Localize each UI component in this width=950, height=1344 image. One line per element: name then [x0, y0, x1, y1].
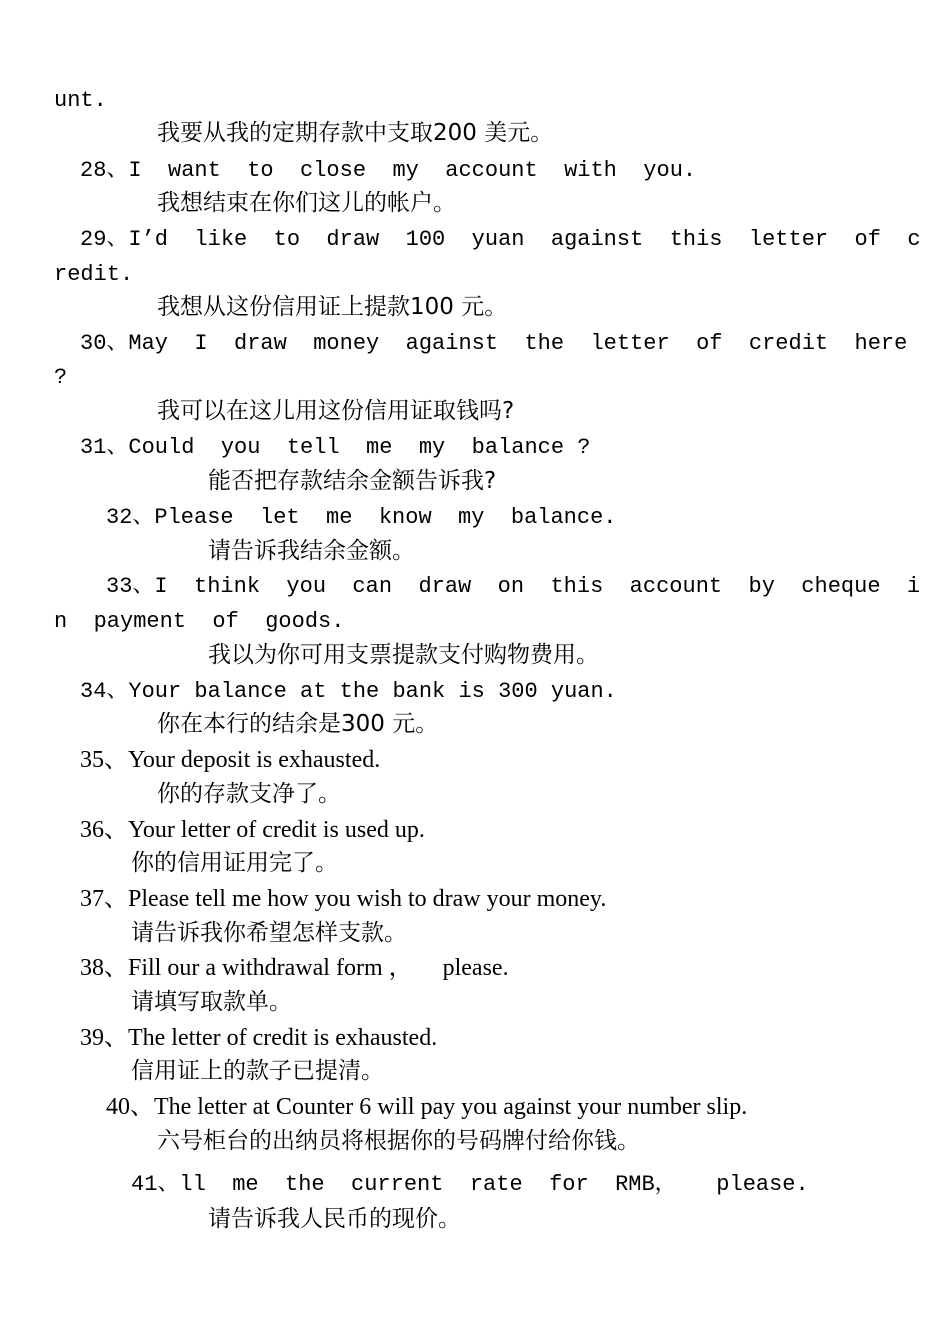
translation-line: 你的存款支净了。 [157, 781, 341, 807]
translation-line: 信用证上的款子已提清。 [131, 1058, 384, 1084]
translation-line: 我想从这份信用证上提款100 元。 [157, 294, 508, 320]
sentence-29: 29、I’d like to draw 100 yuan against this letter of c [80, 227, 921, 252]
sentence-41: 41、ll me the current rate for RMB， please. [131, 1172, 809, 1197]
sentence-36: 36、Your letter of credit is used up. [80, 817, 425, 843]
translation-line: 六号柜台的出纳员将根据你的号码牌付给你钱。 [157, 1128, 640, 1154]
sentence-30: 30、May I draw money against the letter of credit here [80, 331, 908, 356]
text-line: unt. [54, 88, 107, 113]
translation-line: 请填写取款单。 [131, 989, 292, 1015]
sentence-35: 35、Your deposit is exhausted. [80, 747, 381, 773]
text-line: ? [54, 365, 68, 390]
sentence-34: 34、Your balance at the bank is 300 yuan. [80, 679, 617, 704]
translation-line: 请告诉我人民币的现价。 [208, 1206, 461, 1232]
translation-line: 我要从我的定期存款中支取200 美元。 [157, 120, 554, 146]
translation-line: 我以为你可用支票提款支付购物费用。 [208, 642, 599, 668]
text-line: redit. [54, 262, 134, 287]
translation-line: 我想结束在你们这儿的帐户。 [157, 190, 456, 216]
sentence-28: 28、I want to close my account with you. [80, 158, 697, 183]
translation-line: 能否把存款结余金额告诉我? [208, 468, 497, 494]
sentence-38: 38、Fill our a withdrawal form ， please. [80, 955, 509, 981]
sentence-33: 33、I think you can draw on this account by cheque i [106, 574, 921, 599]
translation-line: 你的信用证用完了。 [131, 850, 338, 876]
sentence-40: 40、The letter at Counter 6 will pay you against your number slip. [106, 1094, 748, 1120]
sentence-31: 31、Could you tell me my balance ? [80, 435, 591, 460]
text-line: n payment of goods. [54, 609, 345, 634]
translation-line: 你在本行的结余是300 元。 [157, 711, 439, 737]
translation-line: 请告诉我你希望怎样支款。 [131, 920, 407, 946]
sentence-37: 37、Please tell me how you wish to draw your money. [80, 886, 607, 912]
sentence-39: 39、The letter of credit is exhausted. [80, 1025, 438, 1051]
translation-line: 请告诉我结余金额。 [208, 538, 415, 564]
sentence-32: 32、Please let me know my balance. [106, 505, 617, 530]
translation-line: 我可以在这儿用这份信用证取钱吗? [157, 398, 515, 424]
